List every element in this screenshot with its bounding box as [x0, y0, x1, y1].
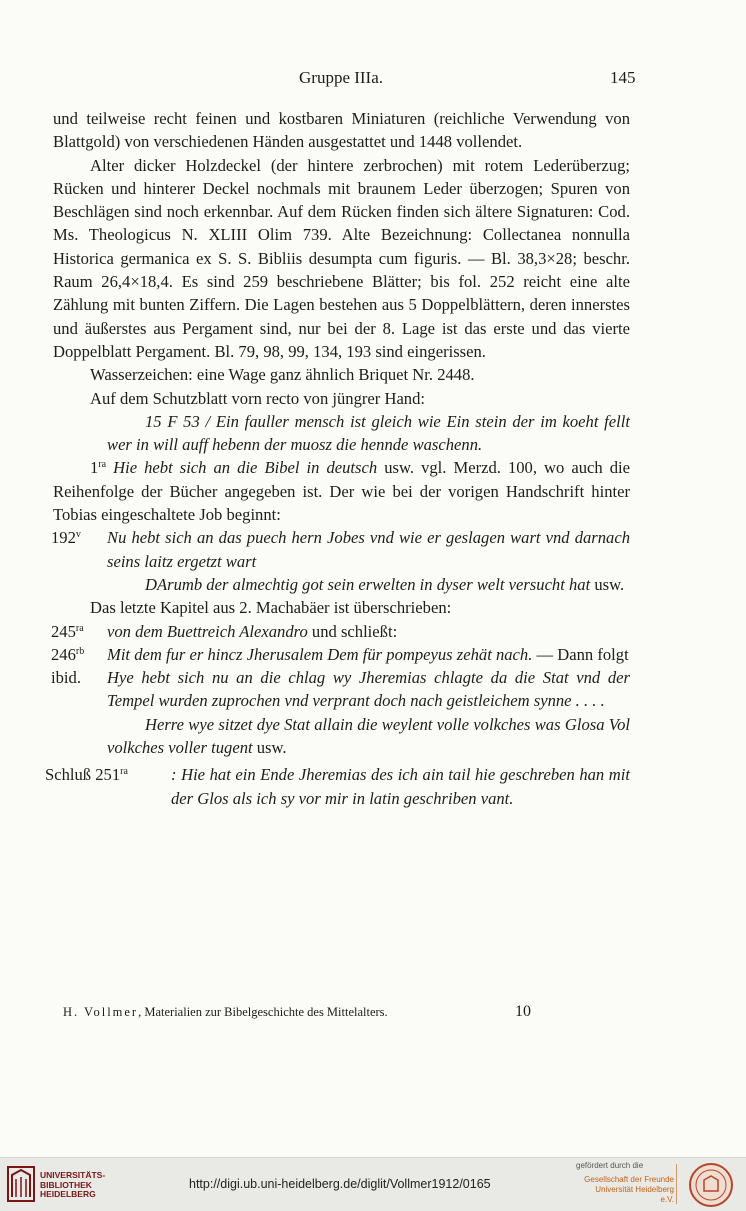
bar-divider — [676, 1164, 677, 1204]
permalink-url[interactable]: http://digi.ub.uni-heidelberg.de/diglit/Vollmer1912/0165 — [189, 1177, 491, 1191]
paragraph-flyleaf: Auf dem Schutzblatt vorn recto von jüngrer Hand: — [90, 388, 426, 408]
library-logo-link[interactable] — [6, 1163, 166, 1205]
paragraph-watermark: Wasserzeichen: eine Wage ganz ähnlich Briquet Nr. 2448. — [90, 365, 475, 385]
quote-jeremias: Herre wye sitzet dye Stat allain die weylent volle volkches was Glosa Vol volkches voller tugent usw. — [107, 714, 630, 758]
paragraph-intro: und teilweise recht feinen und kostbaren Miniaturen (reichliche Verwendung von Blattgold) von verschiedenen Händen ausgestattet und 1448 vollendet. — [53, 109, 630, 152]
entry-192v: 192$^v$ Nu hebt sich an das puech hern Jobes vnd wie er geslagen wart vnd darnach seins laitz ergetzt wart — [51, 528, 630, 571]
entry-245ra: $245^{ra}$ von dem Buettreich Alexandro und schließt: — [51, 621, 398, 641]
entry-1ra: $1^{ra}$ Hie hebt sich an die Bibel in deutsch usw. vgl. Merzd. 100, wo auch die Reihenfolge der Bücher angegeben ist. Der wie bei der vorigen Handschrift hinter Tobias eingeschaltete Job beginnt: — [53, 458, 630, 525]
running-title: Gruppe IIIa. — [299, 68, 384, 87]
entry-ibid: ibid. Hye hebt sich nu an die chlag wy Jheremias chlagte da die Stat vnd der Tempel wurden zuprochen vnd verprant doch nach geistleichem synne . . . . — [51, 668, 630, 711]
society-seal-icon — [688, 1162, 734, 1208]
quote-job: DArumb der almechtig got sein erwelten in dyser welt versucht hat usw. — [145, 574, 625, 594]
body-text — [45, 107, 630, 810]
funded-by-label: gefördert durch die — [576, 1161, 644, 1170]
footer-author: H. Vollmer — [63, 1005, 139, 1019]
entry-schluss: Schluß $251^{ra}$ : Hie hat ein Ende Jheremias des ich ain tail hie geschreben han mit der Glos als ich sy vor mir in latin geschriben vant. — [45, 765, 630, 808]
paragraph-binding: Alter dicker Holzdeckel (der hintere zerbrochen) mit rotem Lederüberzug; Rücken und hinterer Deckel nochmals mit braunem Leder überzogen; Spuren von Beschlägen sind noch erkennbar. Auf dem Rücken finden sich ältere Signaturen: Cod. Ms. Theologicus N. XLIII Olim 739. Alte Bezeichnung: Collectanea nonnulla Historica germanica ex S. S. Bibliis desumpta cum figuris. — Bl. 38,3×28; beschr. Raum 26,4×18,4. Es sind 259 beschriebene Blätter; bis fol. 252 reicht eine alte Zählung mit bunten Ziffern. Die Lagen bestehen aus 5 Doppelblättern, deren innerstes und äußerstes aus Pergament sind, nur bei der 8. Lage ist das erste und das vierte Doppelblatt Pergament. Bl. 79, 98, 99, 134, 193 sind eingerissen. — [53, 155, 630, 361]
page-number: 145 — [610, 68, 636, 87]
footer-title: , Materialien zur Bibelgeschichte des Mittelalters. — [138, 1005, 388, 1019]
university-library-logo-icon — [6, 1163, 36, 1205]
library-name: UNIVERSITÄTS- BIBLIOTHEK HEIDELBERG — [40, 1170, 106, 1199]
paragraph-machabaeer: Das letzte Kapitel aus 2. Machabäer ist überschrieben: — [90, 598, 452, 618]
sheet-number: 10 — [515, 1003, 531, 1020]
entry-246rb: $246^{rb}$ Mit dem fur er hincz Jherusalem Dem für pompeyus zehät nach. — Dann folgt — [51, 644, 629, 664]
page-header — [0, 68, 746, 94]
quote-flyleaf: 15 F 53 / Ein fauller mensch ist gleich wie Ein stein der im koeht fellt wer in will auff hebenn der muosz die hennde waschenn. — [107, 411, 630, 455]
society-name[interactable]: Gesellschaft der Freunde Universität Heidelberg e.V. — [584, 1175, 674, 1204]
digitization-bar — [0, 1157, 746, 1211]
page-footer — [63, 1005, 663, 1020]
